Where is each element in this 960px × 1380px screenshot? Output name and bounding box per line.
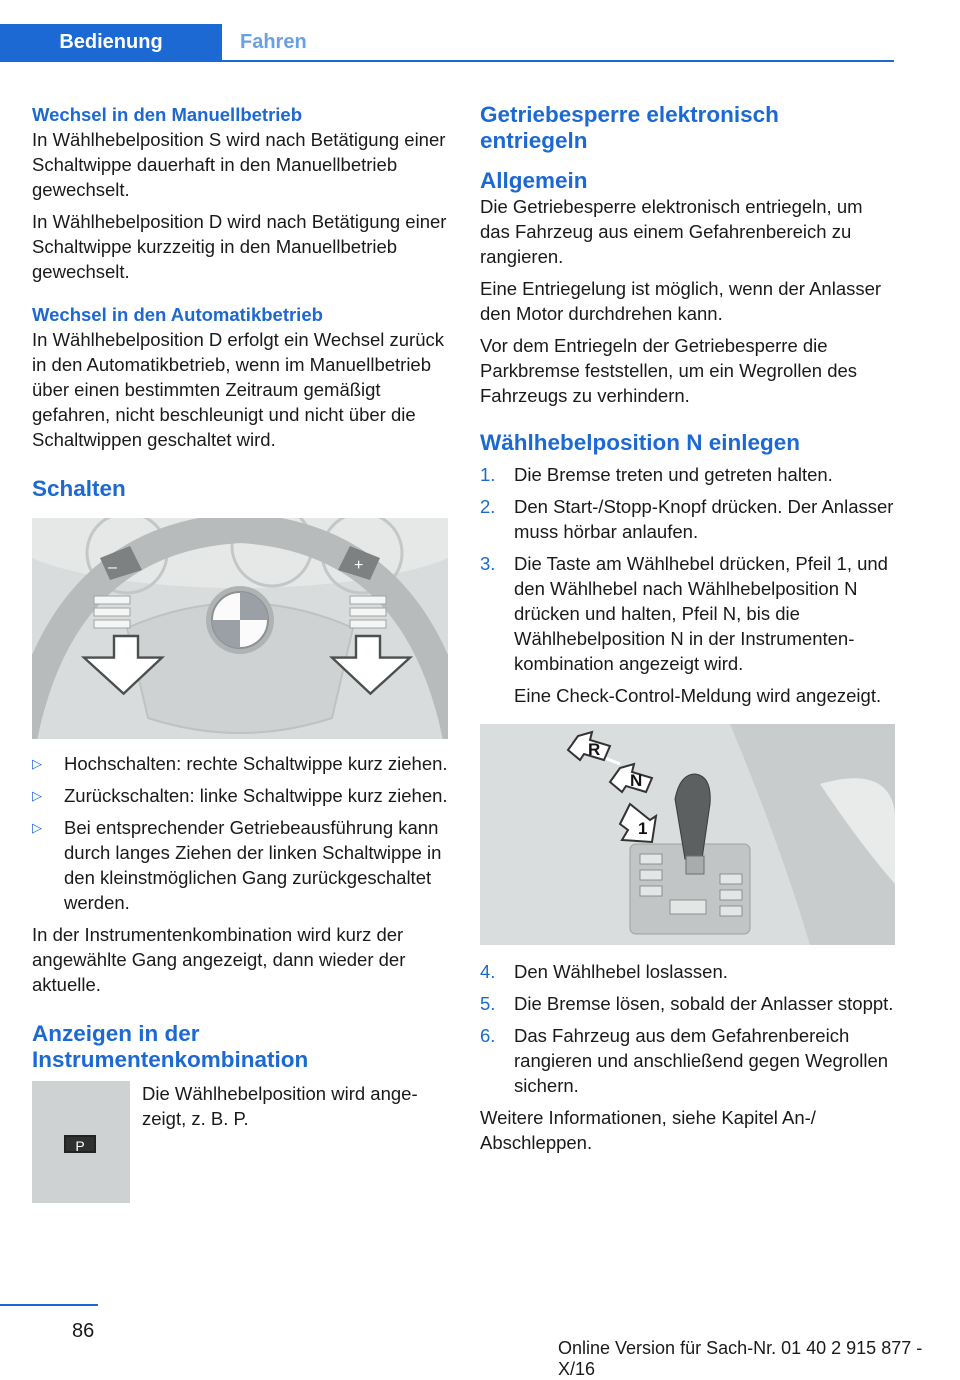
list-item: 1. Die Bremse treten und getreten halten.	[480, 464, 833, 485]
list-item: 2. Den Start-/Stopp-Knopf drücken. Der Anlasser muss hörbar anlaufen.	[480, 496, 894, 542]
header-rule	[0, 60, 894, 62]
list-item: ▷ Hochschalten: rechte Schaltwippe kurz ziehen.	[32, 753, 448, 774]
selector-lever-illustration	[480, 724, 895, 945]
tab-fahren[interactable]: Fahren	[240, 30, 307, 53]
main-heading-line-2: entriegeln	[480, 128, 588, 153]
steps-list-b	[480, 959, 895, 1098]
triangle-bullet-icon: ▷	[32, 756, 42, 771]
footer-rule	[0, 1304, 98, 1306]
triangle-bullet-icon: ▷	[32, 820, 42, 835]
closing-paragraph: Weitere Informationen, siehe Kapitel An-/ Abschleppen.	[480, 1107, 816, 1153]
list-item: 4. Den Wählhebel loslassen.	[480, 961, 728, 982]
allgemein-paragraph-3: Vor dem Entriegeln der Getriebesperre die Parkbremse feststellen, um ein Wegrollen des Fahrzeugs zu verhindern.	[480, 335, 858, 406]
list-item: 6. Das Fahrzeug aus dem Gefahrenbereich rangieren und anschließend gegen Wegrollen sichern.	[480, 1025, 889, 1096]
display-figure	[32, 1081, 130, 1203]
steps-list-a	[480, 462, 895, 676]
right-paddle-label: +	[354, 557, 364, 574]
steering-wheel-illustration	[32, 518, 448, 739]
left-paddle-label: –	[108, 559, 117, 576]
manual-mode-heading: Wechsel in den Manuellbetrieb	[32, 104, 303, 125]
main-heading-line-1: Getriebesperre elektronisch	[480, 102, 779, 127]
allgemein-paragraph-2: Eine Entriegelung ist möglich, wenn der Anlasser den Motor durchdrehen kann.	[480, 278, 882, 324]
auto-mode-heading: Wechsel in den Automatikbetrieb	[32, 304, 323, 325]
gear-p-symbol: P	[64, 1135, 96, 1153]
online-version-note: Online Version für Sach-Nr. 01 40 2 915 877 - X/16	[558, 1338, 923, 1379]
anzeigen-heading-line-2: Instrumentenkombination	[32, 1047, 309, 1072]
paddle-bullet-list	[32, 751, 448, 915]
steering-wheel-figure	[32, 518, 448, 739]
auto-mode-paragraph: In Wählhebelposition D erfolgt ein Wechsel zurück in den Automatikbetrieb, wenn im Manuellbetrieb über einen bestimmten Zeitraum gemäßigt gefahren, nicht beschleunigt und nicht über die Schaltwippen geschaltet wird.	[32, 329, 445, 450]
step-3-note: Eine Check-Control-Meldung wird angezeigt.	[514, 685, 882, 706]
anzeigen-heading-line-1: Anzeigen in der	[32, 1021, 200, 1046]
tab-bedienung[interactable]: Bedienung	[0, 24, 222, 60]
left-column	[32, 102, 448, 1211]
list-item: ▷ Bei entsprechender Getriebeausführung kann durch langes Ziehen der linken Schaltwippe in den kleinstmöglichen Gang zurückgeschaltet werden.	[32, 817, 442, 913]
selector-lever-figure	[480, 724, 895, 945]
list-item: 3. Die Taste am Wählhebel drücken, Pfeil 1, und den Wählhebel nach Wählhebelposition N drücken und halten, Pfeil N, bis die Wählhebelposition N in der Instrumentenkombination angezeigt wird.	[480, 553, 888, 674]
manual-mode-paragraph-1: In Wählhebelposition S wird nach Betätigung einer Schaltwippe dauerhaft in den Manuellbetrieb gewechselt.	[32, 129, 446, 200]
selector-label-n: N	[630, 771, 643, 790]
list-item: ▷ Zurückschalten: linke Schaltwippe kurz ziehen.	[32, 785, 448, 806]
selector-label-1: 1	[638, 819, 648, 838]
display-block	[32, 1081, 448, 1211]
n-position-heading: Wählhebelposition N einlegen	[480, 430, 801, 455]
chapter-tabbar	[0, 24, 894, 62]
right-column	[480, 102, 895, 1155]
manual-mode-paragraph-2: In Wählhebelposition D wird nach Betätigung einer Schaltwippe kurzzeitig in den Manuellbetrieb gewechselt.	[32, 211, 447, 282]
allgemein-heading: Allgemein	[480, 168, 588, 193]
allgemein-paragraph-1: Die Getriebesperre elektronisch entriegeln, um das Fahrzeug aus einem Gefahrenbereich zu rangieren.	[480, 196, 863, 267]
triangle-bullet-icon: ▷	[32, 788, 42, 803]
schalten-heading: Schalten	[32, 476, 126, 501]
list-item: 5. Die Bremse lösen, sobald der Anlasser stoppt.	[480, 993, 894, 1014]
selector-label-r: R	[588, 740, 601, 759]
page-number: 86	[72, 1320, 95, 1342]
instrument-paragraph: In der Instrumentenkombination wird kurz der angewählte Gang angezeigt, dann wieder der aktuelle.	[32, 924, 406, 995]
display-text: Die Wählhebelposition wird angezeigt, z. B. P.	[142, 1083, 418, 1129]
